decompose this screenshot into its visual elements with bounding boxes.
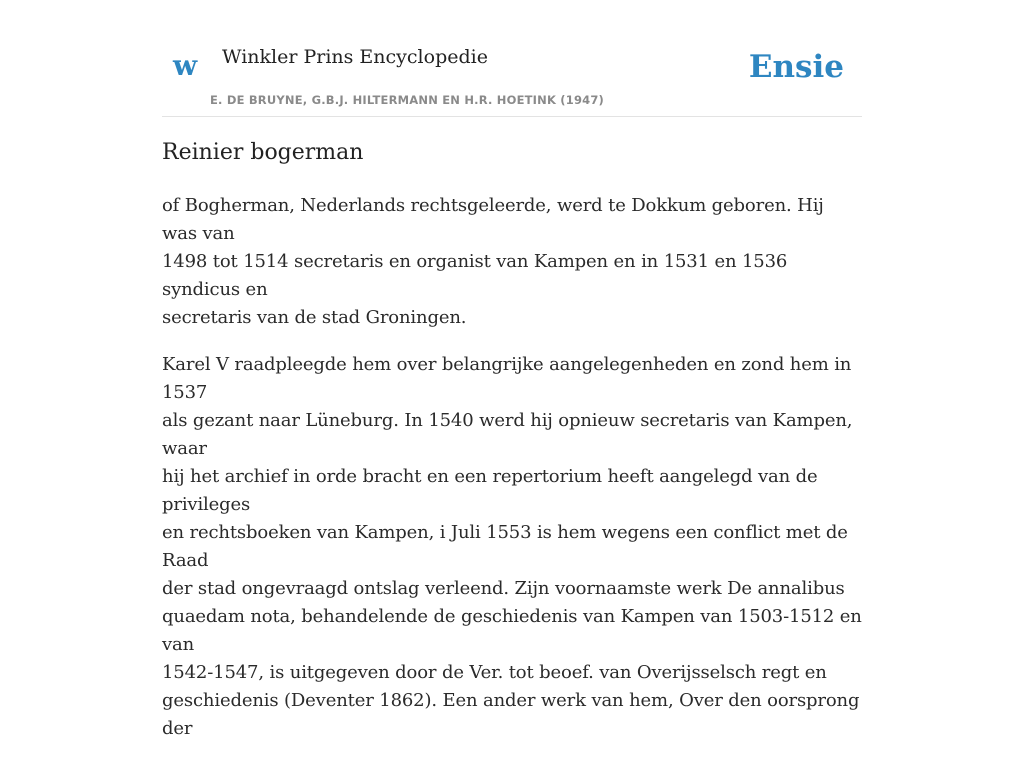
- article-title: Reinier bogerman: [162, 140, 364, 165]
- ensie-brand-logo[interactable]: Ensie: [748, 49, 844, 85]
- winkler-prins-logo-icon[interactable]: w: [173, 49, 198, 82]
- article-paragraph: of Bogherman, Nederlands rechtsgeleerde, werd te Dokkum geboren. Hij was van 1498 tot 1514 secretaris en organist van Kampen en in 1531 en 1536 syndicus en secretaris van de stad Groningen.: [162, 195, 824, 328]
- article-body: [162, 192, 862, 762]
- article-paragraph: Karel V raadpleegde hem over belangrijke aangelegenheden en zond hem in 1537 als gezant naar Lüneburg. In 1540 werd hij opnieuw secretaris van Kampen, waar hij het archief in orde bracht en een repertorium heeft aangelegd van de privileges en rechtsboeken van Kampen, i Juli 1553 is hem wegens een conflict met de Raad der stad ongevraagd ontslag verleend. Zijn voornaamste werk De annalibus quaedam nota, behandelende de geschiedenis van Kampen van 1503-1512 en van 1542-1547, is uitgegeven door de Ver. tot beoef. van Overijsselsch regt en geschiedenis (Deventer 1862). Een ander werk van hem, Over den oorsprong der: [162, 354, 862, 739]
- site-authors: E. DE BRUYNE, G.B.J. HILTERMANN EN H.R. HOETINK (1947): [210, 93, 605, 107]
- site-header: [162, 0, 862, 117]
- site-title[interactable]: Winkler Prins Encyclopedie: [222, 46, 488, 68]
